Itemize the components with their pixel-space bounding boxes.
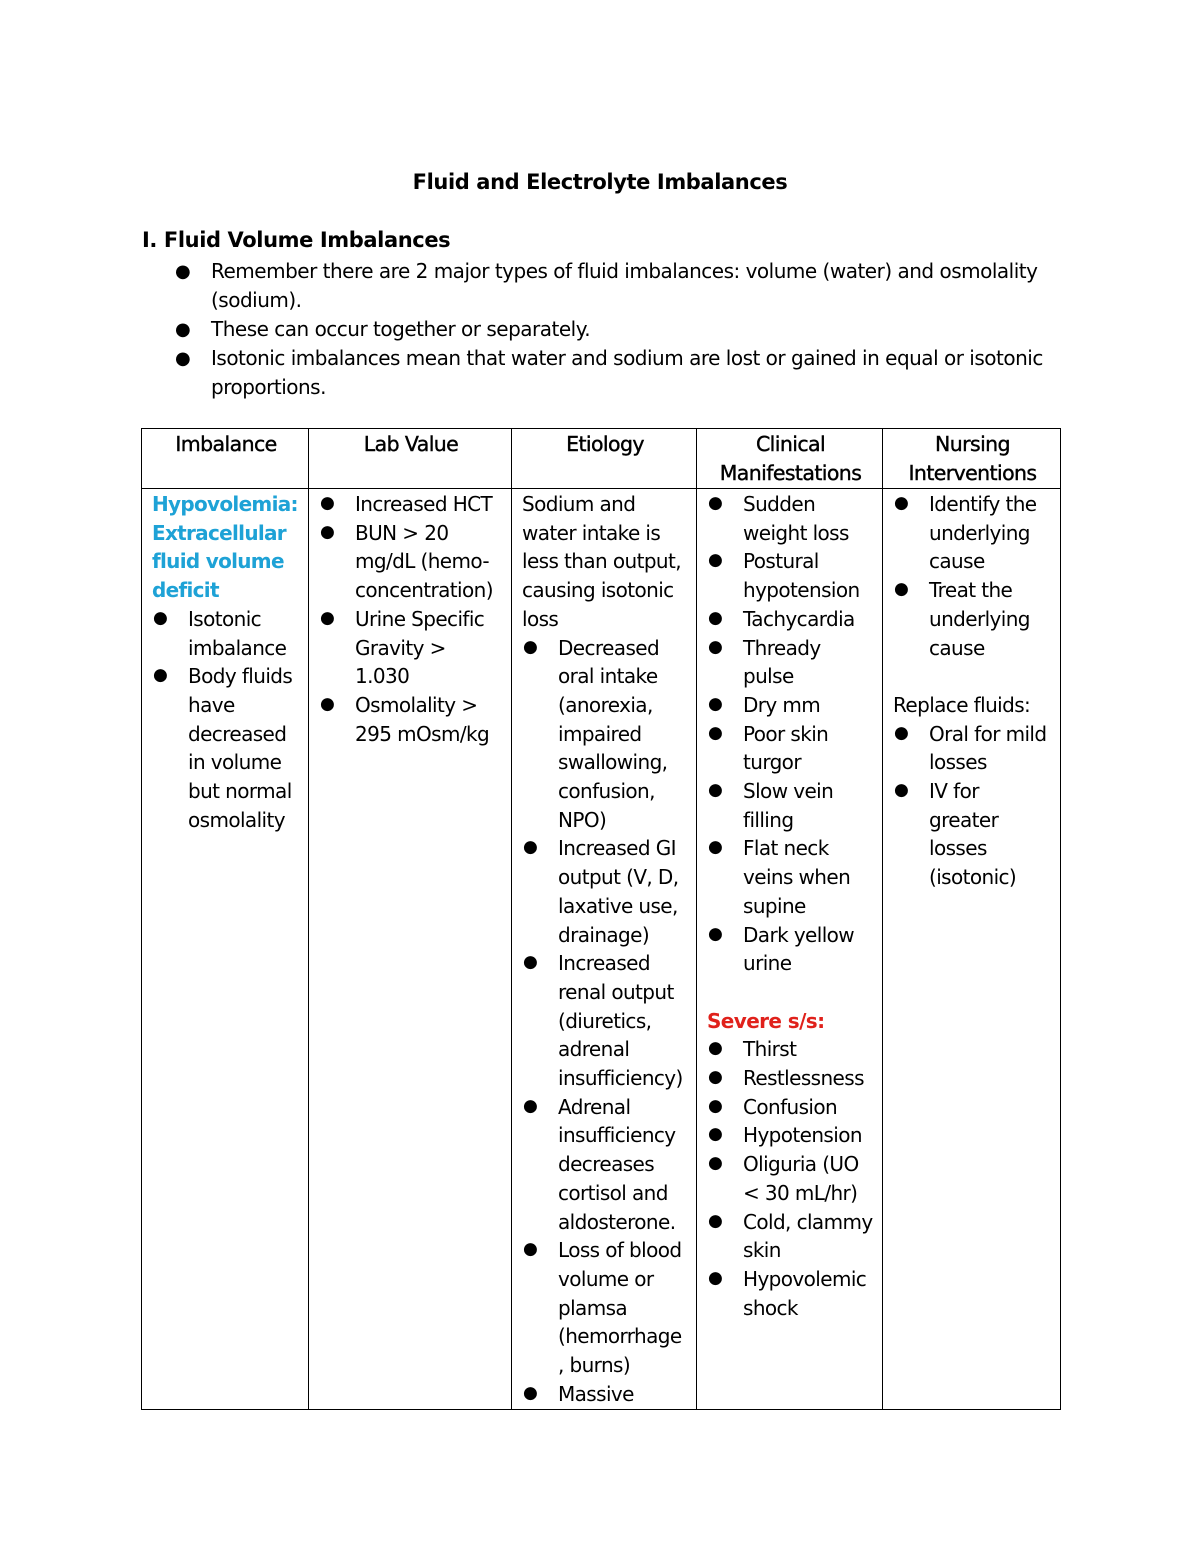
bullet-icon: ● [523,636,538,657]
lab-value-list [319,490,503,748]
bullet-icon: ● [708,693,723,714]
list-item: ● Slow vein filling [707,777,874,834]
bullet-icon: ● [153,665,168,686]
bullet-icon: ● [708,923,723,944]
bullet-icon: ● [523,952,538,973]
bullet-icon: ● [708,1267,723,1288]
list-item: ● Flat neck veins when supine [707,834,874,920]
list-item: ● Urine Specific Gravity > 1.030 [319,605,503,691]
bullet-icon: ● [708,1038,723,1059]
list-item: ● Increased renal output (diuretics, adrenal insufficiency) [522,949,688,1093]
list-item: ● Thirst [707,1035,874,1064]
bullet-icon: ● [708,722,723,743]
imbalance-title: Hypovolemia: Extracellular fluid volume deficit [152,492,298,603]
cell-nursing-interventions [883,489,1061,1410]
bullet-icon: ● [708,550,723,571]
bullet-icon: ● [175,348,191,369]
list-item: ● Oral for mild losses [893,720,1052,777]
list-item: ● Massive [522,1380,688,1409]
bullet-icon: ● [320,493,335,513]
list-item: ● IV for greater losses (isotonic) [893,777,1052,892]
bullet-icon: ● [894,493,909,513]
nursing-bullet-list [893,490,1052,662]
bullet-icon: ● [523,1382,538,1403]
list-item: ● Sudden weight loss [707,490,874,547]
etiology-intro: Sodium and water intake is less than output, causing isotonic loss [522,492,681,631]
bullet-icon: ● [523,1095,538,1116]
list-item: ● Adrenal insufficiency decreases cortisol and aldosterone. [522,1093,688,1237]
list-item: ● Postural hypotension [707,547,874,604]
cell-etiology [512,489,697,1410]
bullet-icon: ● [708,1095,723,1116]
list-item: ● Decreased oral intake (anorexia, impaired swallowing, confusion, NPO) [522,634,688,835]
header-lab-value: Lab Value [309,429,512,489]
bullet-icon: ● [708,837,723,858]
bullet-icon: ● [894,780,909,801]
replace-fluids-label: Replace fluids: [893,692,1031,717]
list-item: ● Identify the underlying cause [893,490,1052,576]
bullet-icon: ● [523,1239,538,1260]
table-row [142,489,1061,1410]
bullet-icon: ● [708,607,723,628]
etiology-bullet-list [522,634,688,1409]
bullet-icon: ● [320,607,335,628]
bullet-icon: ● [708,1124,723,1145]
imbalance-bullet-list [152,605,300,835]
severe-label: Severe s/s: [707,1008,825,1033]
cell-lab-value [309,489,512,1410]
list-item: ● Cold, clammy skin [707,1208,874,1265]
table-header-row [142,429,1061,489]
list-item: ● Dark yellow urine [707,921,874,978]
list-item: ● These can occur together or separately. [142,315,1072,344]
list-item: ● Osmolality > 295 mOsm/kg [319,691,503,748]
bullet-icon: ● [320,693,335,714]
bullet-icon: ● [320,521,335,542]
cell-imbalance [142,489,309,1410]
bullet-icon: ● [894,722,909,743]
list-item: ● Confusion [707,1093,874,1122]
list-item: ● Hypotension [707,1121,874,1150]
header-imbalance: Imbalance [142,429,309,489]
list-item: ● Poor skin turgor [707,720,874,777]
list-item: ● Loss of blood volume or plamsa (hemorrhage , burns) [522,1236,688,1380]
imbalance-table [141,428,1061,1410]
header-nursing-interventions: Nursing Interventions [883,429,1061,489]
bullet-icon: ● [708,780,723,801]
bullet-icon: ● [523,837,538,858]
list-item: ● Isotonic imbalances mean that water and sodium are lost or gained in equal or isotonic proportions. [175,346,1043,399]
list-item: ● Isotonic imbalance [152,605,300,662]
bullet-icon: ● [175,319,191,340]
list-item: ● Tachycardia [707,605,874,634]
bullet-icon: ● [708,493,723,513]
list-item: ● Thready pulse [707,634,874,691]
bullet-icon: ● [708,1067,723,1088]
severe-bullet-list [707,1035,874,1322]
section-heading: I. Fluid Volume Imbalances [142,228,451,252]
list-item: ● Oliguria (UO < 30 mL/hr) [707,1150,874,1207]
list-item: ● Increased GI output (V, D, laxative use, drainage) [522,834,688,949]
clinical-bullet-list [707,490,874,978]
intro-bullet-list [142,257,1072,402]
list-item: ● Restlessness [707,1064,874,1093]
list-item: ● Hypovolemic shock [707,1265,874,1322]
list-item: ● Treat the underlying cause [893,576,1052,662]
list-item: ● Dry mm [707,691,874,720]
replace-bullet-list [893,720,1052,892]
header-etiology: Etiology [512,429,697,489]
header-clinical-manifestations: Clinical Manifestations [697,429,883,489]
list-item: ● Body fluids have decreased in volume but normal osmolality [152,662,300,834]
bullet-icon: ● [175,261,191,282]
bullet-icon: ● [708,636,723,657]
bullet-icon: ● [708,1210,723,1231]
list-item: ● BUN > 20 mg/dL (hemo-concentration) [319,519,503,605]
cell-clinical-manifestations [697,489,883,1410]
bullet-icon: ● [894,579,909,600]
list-item: ● Increased HCT [319,490,503,519]
bullet-icon: ● [153,607,168,628]
page-title: Fluid and Electrolyte Imbalances [412,170,788,194]
bullet-icon: ● [708,1153,723,1174]
list-item: ● Remember there are 2 major types of fluid imbalances: volume (water) and osmolality (sodium). [175,259,1038,312]
